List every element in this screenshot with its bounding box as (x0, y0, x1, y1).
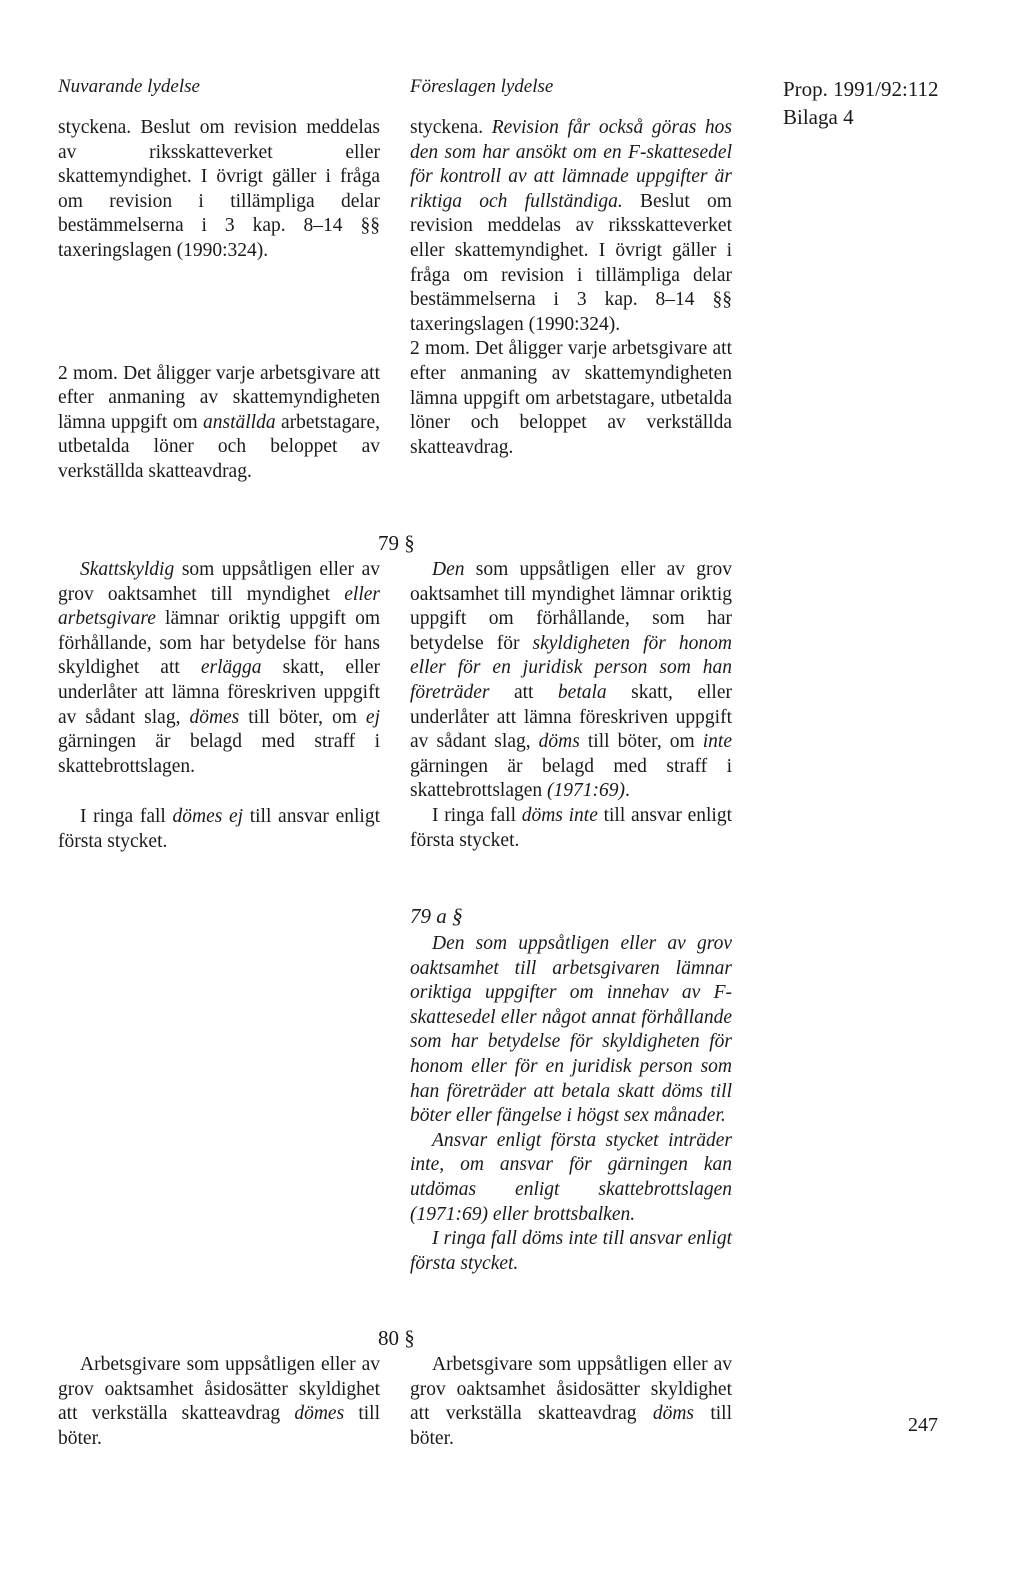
text-run: Beslut om revision meddelas av riksskatteverket eller skattemyndighet. I övrigt gäller i fråga om revision i tillämpliga delar bestämmelserna i 3 kap. 8–14 §§ taxeringslagen (1990:324). (410, 190, 732, 335)
text-run: till ansvar enligt första stycket. (58, 806, 380, 852)
current-section-80 (58, 1353, 380, 1451)
italic-run: erlägga (200, 657, 262, 679)
italic-run: betala (557, 681, 607, 703)
text-run: 2 mom. Det åligger varje arbetsgivare att efter anmaning av skattemyndigheten lämna uppgift om (58, 362, 380, 433)
proposed-79-paragraph-1 (410, 558, 732, 804)
current-80-paragraph (58, 1353, 380, 1451)
proposed-79a-paragraph-3 (410, 1227, 732, 1276)
current-79-paragraph-2 (58, 805, 380, 854)
italic-run: eller arbetsgivare (58, 583, 380, 630)
proposed-79a-paragraph-1 (410, 932, 732, 1129)
current-79-paragraph-1 (58, 558, 380, 779)
proposed-paragraph (410, 116, 732, 337)
proposed-section-79a (410, 932, 732, 1276)
italic-run: Den som uppsåtligen eller av grov oaktsamhet till arbetsgivaren lämnar oriktiga uppgifter om innehav av F-skattesedel eller något annat förhållande som har betydelse för skyldigheten för honom eller för en juridisk person som han företräder att betala skatt döms till böter eller fängelse i högst sex månader. (410, 933, 732, 1127)
proposed-section-79 (410, 558, 732, 853)
text-run: styckena. Beslut om revision meddelas av riksskatteverket eller skattemyndighet. I övrigt gäller i fråga om revision i tillämpliga delar bestämmelserna i 3 kap. 8–14 §§ taxeringslagen (1990:324). (58, 117, 380, 261)
bilaga-label: Bilaga 4 (783, 105, 854, 129)
italic-run: (1971:69) (547, 780, 625, 802)
text-run: lämnar oriktig uppgift om förhållande, som har betydelse för hans skyldighet att (58, 608, 380, 679)
proposed-section-80 (410, 1353, 732, 1451)
proposed-text-column-block1 (410, 116, 732, 460)
text-run: gärningen är belagd med straff i skattebrottslagen (410, 755, 732, 802)
text-run: Arbetsgivare som uppsåtligen eller av grov oaktsamhet åsidosätter skyldighet att verkställa skatteavdrag (410, 1354, 732, 1425)
italic-run: dömes (189, 706, 240, 728)
text-run: . (625, 780, 630, 802)
current-text-column-block1 (58, 116, 380, 485)
italic-run: Revision får också göras hos den som har ansökt om en F-skattesedel för kontroll av att lämnade uppgifter är riktiga och fullständiga. (410, 117, 732, 212)
italic-run: döms (538, 731, 580, 753)
italic-run: anställda (202, 411, 276, 433)
italic-run: skyldigheten för honom eller för en juridisk person som han företräder (410, 632, 732, 703)
italic-run: dömes ej (172, 806, 244, 828)
text-run: Arbetsgivare som uppsåtligen eller av grov oaktsamhet åsidosätter skyldighet att verkställa skatteavdrag (58, 1354, 380, 1425)
text-run: gärningen är belagd med straff i skattebrottslagen. (58, 731, 380, 777)
text-run: till böter. (410, 1403, 732, 1449)
text-run: till böter, om (579, 731, 703, 753)
current-mom-2 (58, 362, 380, 485)
current-paragraph (58, 116, 380, 264)
current-section-79 (58, 558, 380, 855)
text-run: arbetstagare, utbetalda löner och beloppet av verkställda skatteavdrag. (58, 411, 380, 482)
text-run: till ansvar enligt första stycket. (410, 804, 732, 851)
proposed-79-paragraph-2 (410, 804, 732, 853)
text-run: att (489, 681, 558, 703)
text-run: som uppsåtligen eller av grov oaktsamhet till myndighet lämnar oriktig uppgift om förhållande, som har betydelse för (410, 559, 732, 654)
italic-run: dömes (294, 1403, 345, 1425)
text-run: 2 mom. Det åligger varje arbetsgivare att efter anmaning av skattemyndigheten lämna uppgift om arbetstagare, utbetalda löner och beloppet av verkställda skatteavdrag. (410, 338, 732, 458)
prop-reference: Prop. 1991/92:112 (783, 77, 939, 101)
section-79a-heading: 79 a § (410, 904, 463, 928)
italic-run: I ringa fall döms inte till ansvar enligt första stycket. (410, 1228, 732, 1274)
italic-run: ej (365, 706, 380, 728)
section-80-heading: 80 § (378, 1326, 415, 1350)
text-run: skatt, eller underlåter att lämna föreskriven uppgift av sådant slag, (58, 657, 380, 728)
section-79-heading: 79 § (378, 531, 415, 555)
italic-run: Ansvar enligt första stycket inträder inte, om ansvar för gärningen kan utdömas enligt skattebrottslagen (1971:69) eller brottsbalken. (410, 1129, 732, 1225)
proposed-mom-2 (410, 337, 732, 460)
italic-run: Den (432, 559, 465, 580)
left-column-title: Nuvarande lydelse (58, 76, 200, 97)
text-run: skatt, eller underlåter att lämna föreskriven uppgift av sådant slag, (410, 681, 732, 753)
text-run: I ringa fall (80, 806, 173, 828)
text-run: som uppsåtligen eller av grov oaktsamhet till myndighet (58, 559, 380, 605)
proposed-80-paragraph (410, 1353, 732, 1451)
proposed-79a-paragraph-2 (410, 1129, 732, 1227)
italic-run: döms (652, 1403, 694, 1425)
text-run: till böter. (58, 1403, 380, 1449)
text-run: styckena. (410, 117, 492, 138)
page-number: 247 (908, 1414, 938, 1436)
right-column-title: Föreslagen lydelse (410, 76, 554, 97)
italic-run: döms inte (521, 804, 598, 826)
text-run: till böter, om (239, 706, 366, 728)
text-run: I ringa fall (432, 804, 522, 826)
italic-run: inte (702, 731, 733, 753)
italic-run: Skattskyldig (80, 559, 175, 580)
